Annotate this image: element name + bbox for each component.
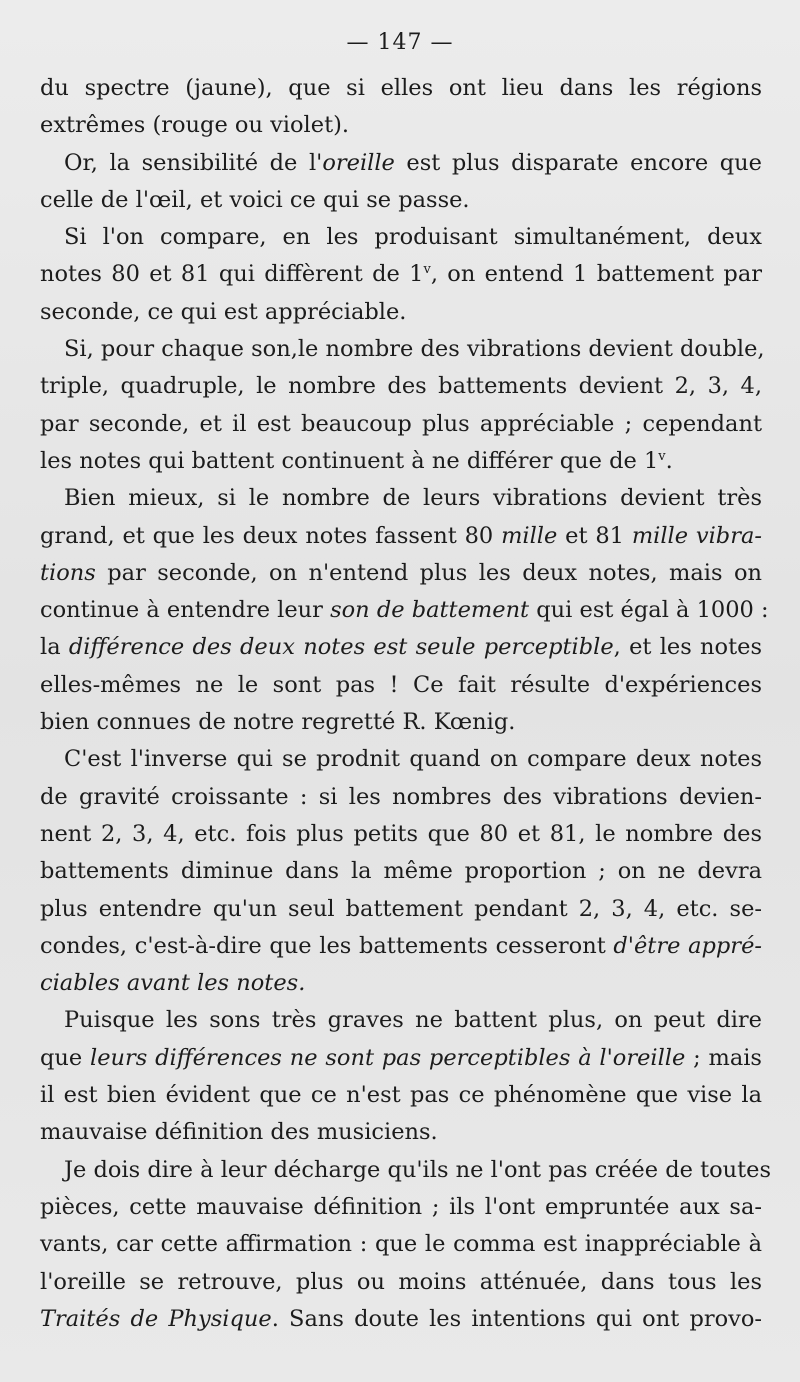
italic-text: Traités de Physique	[40, 1305, 272, 1332]
text-segment: Or, la sensibilité de l'	[64, 149, 323, 176]
text-line	[40, 406, 762, 443]
text-segment: bien connues de notre regretté R. Kœnig.	[40, 709, 516, 736]
italic-text: leurs différences ne sont pas perceptibles à l'oreille	[90, 1044, 686, 1071]
text-line	[40, 1301, 762, 1338]
text-line	[40, 891, 762, 928]
text-segment: Je dois dire à leur décharge qu'ils ne l'ont pas créée de toutes	[64, 1156, 772, 1183]
text-line	[40, 480, 762, 517]
text-line	[40, 667, 762, 704]
text-segment: condes, c'est-à-dire que les battements cesseront	[40, 932, 614, 959]
text-segment: , et les notes	[613, 634, 762, 661]
text-segment: pièces, cette mauvaise définition ; ils l'ont empruntée aux sa-	[40, 1193, 762, 1220]
text-segment: nent 2, 3, 4, etc. fois plus petits que 80 et 81, le nombre des	[40, 820, 762, 847]
text-segment: C'est l'inverse qui se prodnit quand on compare deux notes	[64, 746, 762, 773]
text-segment: ; mais	[685, 1044, 762, 1071]
text-segment: mauvaise définition des musiciens.	[40, 1119, 438, 1146]
text-segment: Si l'on compare, en les produisant simultanément, deux	[64, 224, 762, 251]
text-line	[40, 219, 762, 256]
text-line	[40, 1114, 762, 1151]
text-segment: plus entendre qu'un seul battement pendant 2, 3, 4, etc. se-	[40, 895, 762, 922]
text-line	[40, 1226, 762, 1263]
text-line	[40, 816, 762, 853]
text-line	[40, 1264, 762, 1301]
text-line	[40, 368, 762, 405]
text-segment: Puisque les sons très graves ne battent plus, on peut dire	[64, 1007, 762, 1034]
italic-text: ciables avant les notes.	[40, 970, 306, 997]
text-line	[40, 555, 762, 592]
italic-text: mille	[501, 522, 558, 549]
text-segment: .	[665, 447, 673, 474]
text-line	[40, 182, 762, 219]
text-segment: . Sans doute les intentions qui ont provo-	[271, 1305, 763, 1332]
text-segment: qui est égal à 1000 :	[529, 597, 769, 624]
text-segment: il est bien évident que ce n'est pas ce phénomène que vise la	[40, 1082, 762, 1109]
text-line	[40, 928, 762, 965]
text-line	[40, 853, 762, 890]
text-segment: grand, et que les deux notes fassent 80	[40, 522, 502, 549]
text-segment: l'oreille se retrouve, plus ou moins atténuée, dans tous les	[40, 1268, 762, 1295]
page-number: — 147 —	[346, 30, 454, 55]
text-segment: vants, car cette affirmation : que le comma est inappréciable à	[40, 1231, 762, 1258]
text-line	[40, 704, 762, 741]
text-line	[40, 1189, 762, 1226]
text-line	[40, 145, 762, 182]
text-line	[40, 1040, 762, 1077]
text-line	[40, 518, 762, 555]
text-line	[40, 592, 769, 629]
text-segment: triple, quadruple, le nombre des battements devient 2, 3, 4,	[40, 373, 762, 400]
italic-text: oreille	[322, 149, 395, 176]
text-segment: seconde, ce qui est appréciable.	[40, 298, 407, 325]
text-segment: continue à entendre leur	[40, 597, 331, 624]
text-segment: elles-mêmes ne le sont pas ! Ce fait résulte d'expériences	[40, 671, 762, 698]
text-line	[40, 1077, 762, 1114]
text-line	[40, 965, 762, 1002]
italic-text: mille vibra-	[631, 522, 762, 549]
text-segment: les notes qui battent continuent à ne différer que de 1	[40, 447, 659, 474]
text-segment: de gravité croissante : si les nombres des vibrations devien-	[40, 783, 762, 810]
text-segment: celle de l'œil, et voici ce qui se passe.	[40, 186, 470, 213]
text-segment: la	[40, 634, 69, 661]
text-segment: et 81	[557, 522, 632, 549]
text-line	[40, 70, 762, 107]
italic-text: différence des deux notes est seule perceptible	[68, 634, 614, 661]
text-line	[40, 256, 762, 293]
text-segment: extrêmes (rouge ou violet).	[40, 112, 350, 139]
text-segment: par seconde, on n'entend plus les deux notes, mais on	[95, 559, 762, 586]
superscript: v	[423, 262, 431, 278]
text-segment: que	[40, 1044, 90, 1071]
text-line	[40, 741, 762, 778]
text-line	[40, 443, 762, 480]
text-line	[40, 331, 765, 368]
text-line	[40, 107, 762, 144]
text-line	[40, 779, 762, 816]
body-text	[40, 70, 772, 1338]
text-segment: notes 80 et 81 qui diffèrent de 1	[40, 261, 424, 288]
text-line	[40, 294, 762, 331]
text-segment: par seconde, et il est beaucoup plus appréciable ; cependant	[40, 410, 762, 437]
italic-text: tions	[40, 559, 96, 586]
italic-text: son de battement	[330, 597, 530, 624]
text-segment: Si, pour chaque son,le nombre des vibrations devient double,	[64, 336, 765, 363]
text-segment: , on entend 1 battement par	[430, 261, 762, 288]
text-line	[40, 1002, 762, 1039]
text-segment: du spectre (jaune), que si elles ont lieu dans les régions	[40, 75, 762, 101]
superscript: v	[658, 448, 666, 464]
text-segment: est plus disparate encore que	[394, 149, 762, 176]
text-line	[40, 629, 762, 666]
text-segment: battements diminue dans la même proportion ; on ne devra	[40, 858, 762, 885]
text-segment: Bien mieux, si le nombre de leurs vibrations devient très	[64, 485, 762, 512]
text-line	[40, 1152, 772, 1189]
italic-text: d'être appré-	[613, 932, 762, 959]
